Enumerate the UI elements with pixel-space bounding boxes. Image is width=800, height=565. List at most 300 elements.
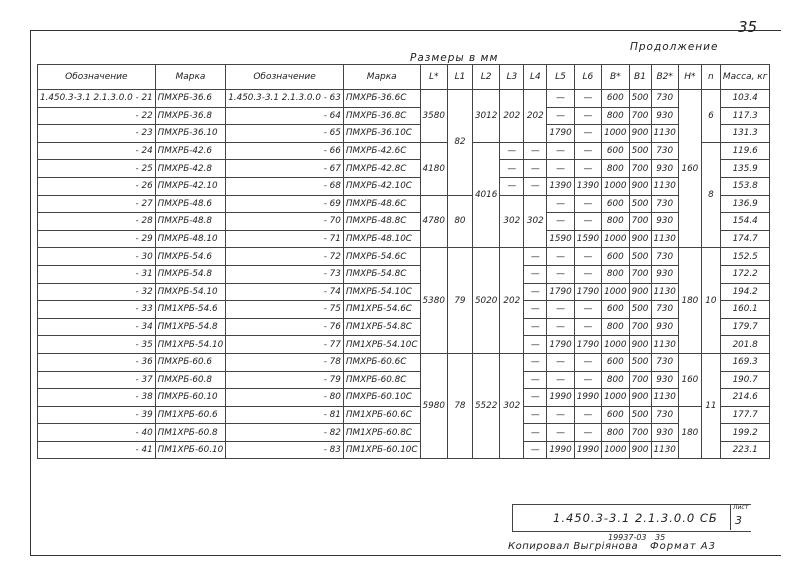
L4-cell: — [524,160,547,178]
B2-cell: 930 [651,213,678,231]
mass-cell: 152.5 [720,248,770,266]
L5-cell: 1790 [547,336,574,354]
L2-cell: 4016 [472,142,499,248]
copied-by: Копировал Выгрiянова [508,541,639,552]
B2-cell: 930 [651,424,678,442]
mark-cell: ПМХРБ-36.6С [343,90,420,108]
designation-cell: - 69 [226,195,344,213]
table-row [38,353,770,371]
B2-cell: 1130 [651,125,678,143]
mark-cell: ПМХРБ-42.6 [155,142,226,160]
L-cell: 5380 [420,248,447,354]
mark-cell: ПМХРБ-54.6 [155,248,226,266]
mark-cell: ПМХРБ-36.10 [155,125,226,143]
L4-cell: — [524,283,547,301]
header-B: B* [602,65,629,90]
L5-cell: — [547,424,574,442]
mark-cell: ПМХРБ-54.8 [155,265,226,283]
B1-cell: 500 [629,90,651,108]
B-cell: 600 [602,248,629,266]
B2-cell: 1130 [651,441,678,459]
B1-cell: 900 [629,125,651,143]
B-cell: 1000 [602,283,629,301]
B2-cell: 730 [651,353,678,371]
table-row [38,389,770,407]
H-cell: 180 [678,248,701,354]
L5-cell: 1990 [547,389,574,407]
table-row [38,177,770,195]
mark-cell: ПМХРБ-54.6С [343,248,420,266]
L1-cell: 80 [447,195,472,248]
L4-cell: — [524,389,547,407]
L1-cell: 82 [447,90,472,196]
B1-cell: 500 [629,406,651,424]
B2-cell: 1130 [651,177,678,195]
mark-cell: ПМХРБ-48.6 [155,195,226,213]
mark-cell: ПМХРБ-48.8С [343,213,420,231]
designation-cell: - 68 [226,177,344,195]
designation-cell: - 40 [38,424,156,442]
table-row [38,406,770,424]
designation-cell: - 73 [226,265,344,283]
B1-cell: 700 [629,213,651,231]
L6-cell: 1590 [574,230,601,248]
page-number: 35 [738,18,758,36]
table-row [38,125,770,143]
mark-cell: ПМ1ХРБ-60.8С [343,424,420,442]
specification-table [37,64,770,459]
L3-cell: 202 [500,248,524,354]
B2-cell: 730 [651,90,678,108]
B-cell: 800 [602,371,629,389]
table-row [38,160,770,178]
L4-cell: — [524,336,547,354]
mark-cell: ПМ1ХРБ-54.8 [155,318,226,336]
table-row [38,195,770,213]
L5-cell: 1390 [547,177,574,195]
B1-cell: 900 [629,230,651,248]
table-row [38,441,770,459]
header-L6: L6 [574,65,601,90]
designation-cell: - 28 [38,213,156,231]
B-cell: 800 [602,213,629,231]
mass-cell: 169.3 [720,353,770,371]
designation-cell: - 25 [38,160,156,178]
L4-cell: — [524,318,547,336]
mass-cell: 177.7 [720,406,770,424]
header-mass: Масса, кг [720,65,770,90]
document-code: 1.450.3-3.1 2.1.3.0.0 СБ [553,511,718,525]
L5-cell: 1590 [547,230,574,248]
header-B2: B2* [651,65,678,90]
B2-cell: 730 [651,195,678,213]
designation-cell: - 83 [226,441,344,459]
B1-cell: 900 [629,441,651,459]
L-cell: 4180 [420,142,447,195]
H-cell: 160 [678,353,701,406]
L2-cell: 3012 [472,90,499,143]
designation-cell: - 75 [226,301,344,319]
sheet-number: 3 [735,514,742,527]
mark-cell: ПМХРБ-48.6С [343,195,420,213]
B-cell: 800 [602,318,629,336]
B-cell: 600 [602,301,629,319]
L5-cell: 1990 [547,441,574,459]
B1-cell: 900 [629,177,651,195]
designation-cell: - 81 [226,406,344,424]
B-cell: 1000 [602,230,629,248]
B1-cell: 500 [629,353,651,371]
table-row [38,318,770,336]
L6-cell: — [574,142,601,160]
table-row [38,371,770,389]
B-cell: 1000 [602,125,629,143]
L6-cell: — [574,301,601,319]
L5-cell: — [547,107,574,125]
B1-cell: 700 [629,424,651,442]
mark-cell: ПМХРБ-60.8 [155,371,226,389]
designation-cell: - 39 [38,406,156,424]
designation-cell: - 34 [38,318,156,336]
mark-cell: ПМХРБ-42.10 [155,177,226,195]
B2-cell: 730 [651,248,678,266]
L6-cell: — [574,353,601,371]
mark-cell: ПМХРБ-42.10С [343,177,420,195]
designation-cell: - 22 [38,107,156,125]
mark-cell: ПМ1ХРБ-60.6С [343,406,420,424]
L-cell: 5980 [420,353,447,459]
designation-cell: - 38 [38,389,156,407]
designation-cell: 1.450.3-3.1 2.1.3.0.0 - 21 [38,90,156,108]
designation-cell: - 71 [226,230,344,248]
designation-cell: - 37 [38,371,156,389]
L6-cell: — [574,371,601,389]
L5-cell: 1790 [547,125,574,143]
mass-cell: 135.9 [720,160,770,178]
L4-cell: — [524,406,547,424]
header-B1: B1 [629,65,651,90]
mark-cell: ПМХРБ-36.8 [155,107,226,125]
L5-cell: — [547,371,574,389]
L5-cell: — [547,160,574,178]
L4-cell: — [524,177,547,195]
L4-cell: — [524,353,547,371]
L5-cell: — [547,265,574,283]
mark-cell: ПМХРБ-36.6 [155,90,226,108]
B-cell: 1000 [602,441,629,459]
designation-cell: - 24 [38,142,156,160]
B1-cell: 700 [629,371,651,389]
mark-cell: ПМ1ХРБ-54.10С [343,336,420,354]
mark-cell: ПМХРБ-60.8С [343,371,420,389]
L1-cell: 78 [447,353,472,459]
designation-cell: - 65 [226,125,344,143]
L3-cell: 202 [500,90,524,143]
designation-cell: - 29 [38,230,156,248]
B-cell: 800 [602,265,629,283]
designation-cell: - 76 [226,318,344,336]
table-row [38,107,770,125]
mark-cell: ПМХРБ-60.6С [343,353,420,371]
continuation-label: Продолжение [630,41,719,53]
L6-cell: — [574,248,601,266]
designation-cell: - 66 [226,142,344,160]
L3-cell: — [500,177,524,195]
mass-cell: 160.1 [720,301,770,319]
B-cell: 600 [602,406,629,424]
L3-cell: 302 [500,195,524,248]
B2-cell: 730 [651,406,678,424]
B2-cell: 930 [651,318,678,336]
designation-cell: - 82 [226,424,344,442]
B-cell: 1000 [602,389,629,407]
mass-cell: 153.8 [720,177,770,195]
mass-cell: 131.3 [720,125,770,143]
L5-cell: — [547,195,574,213]
B1-cell: 700 [629,265,651,283]
L6-cell: — [574,265,601,283]
mark-cell: ПМ1ХРБ-60.8 [155,424,226,442]
header-L2: L2 [472,65,499,90]
L6-cell: — [574,318,601,336]
mass-cell: 119.6 [720,142,770,160]
mark-cell: ПМХРБ-54.8С [343,265,420,283]
B1-cell: 500 [629,301,651,319]
L-cell: 4780 [420,195,447,248]
mass-cell: 223.1 [720,441,770,459]
mark-cell: ПМХРБ-54.10С [343,283,420,301]
title-block [512,504,751,532]
L4-cell: — [524,265,547,283]
L5-cell: — [547,213,574,231]
dimensions-title: Размеры в мм [410,52,499,64]
designation-cell: - 31 [38,265,156,283]
designation-cell: - 35 [38,336,156,354]
B1-cell: 700 [629,160,651,178]
designation-cell: - 74 [226,283,344,301]
header-L5: L5 [547,65,574,90]
table-row [38,336,770,354]
B-cell: 600 [602,90,629,108]
L6-cell: — [574,213,601,231]
mass-cell: 136.9 [720,195,770,213]
B-cell: 1000 [602,336,629,354]
header-designation-2: Обозначение [226,65,344,90]
L-cell: 3580 [420,90,447,143]
table-row [38,230,770,248]
archive-reference: 19937-03 [608,533,647,542]
mark-cell: ПМ1ХРБ-60.10 [155,441,226,459]
L4-cell: — [524,371,547,389]
L6-cell: — [574,160,601,178]
L4-cell: — [524,301,547,319]
L5-cell: — [547,406,574,424]
table-row [38,424,770,442]
mark-cell: ПМ1ХРБ-54.6С [343,301,420,319]
designation-cell: - 30 [38,248,156,266]
L3-cell: — [500,160,524,178]
B2-cell: 930 [651,107,678,125]
designation-cell: - 70 [226,213,344,231]
designation-cell: - 72 [226,248,344,266]
mark-cell: ПМХРБ-48.10С [343,230,420,248]
header-L3: L3 [500,65,524,90]
L4-cell: 302 [524,195,547,248]
L4-cell: 202 [524,90,547,143]
B2-cell: 730 [651,142,678,160]
designation-cell: - 80 [226,389,344,407]
L6-cell: — [574,90,601,108]
B-cell: 600 [602,195,629,213]
L5-cell: — [547,142,574,160]
mark-cell: ПМХРБ-42.8 [155,160,226,178]
B2-cell: 930 [651,265,678,283]
B-cell: 800 [602,107,629,125]
table-row [38,265,770,283]
designation-cell: - 23 [38,125,156,143]
B2-cell: 730 [651,301,678,319]
B2-cell: 1130 [651,283,678,301]
designation-cell: - 78 [226,353,344,371]
designation-cell: - 36 [38,353,156,371]
archive-page: 35 [655,533,666,542]
designation-cell: - 41 [38,441,156,459]
mark-cell: ПМХРБ-54.10 [155,283,226,301]
designation-cell: - 26 [38,177,156,195]
mass-cell: 117.3 [720,107,770,125]
table-header-row [38,65,770,90]
mass-cell: 199.2 [720,424,770,442]
L4-cell: — [524,142,547,160]
table-row [38,90,770,108]
header-L4: L4 [524,65,547,90]
mark-cell: ПМХРБ-48.10 [155,230,226,248]
n-cell: 8 [701,142,720,248]
table-row [38,142,770,160]
mark-cell: ПМХРБ-48.8 [155,213,226,231]
mark-cell: ПМ1ХРБ-54.8С [343,318,420,336]
header-n: n [701,65,720,90]
sheet-label: Лист [733,504,749,511]
mark-cell: ПМХРБ-36.8С [343,107,420,125]
mass-cell: 179.7 [720,318,770,336]
B2-cell: 1130 [651,336,678,354]
B2-cell: 930 [651,160,678,178]
header-mark-2: Марка [343,65,420,90]
mark-cell: ПМХРБ-36.10С [343,125,420,143]
H-cell: 180 [678,406,701,459]
L2-cell: 5522 [472,353,499,459]
L4-cell: — [524,248,547,266]
L5-cell: — [547,318,574,336]
L6-cell: 1990 [574,441,601,459]
B1-cell: 900 [629,389,651,407]
mass-cell: 154.4 [720,213,770,231]
mark-cell: ПМ1ХРБ-54.6 [155,301,226,319]
L6-cell: — [574,195,601,213]
mass-cell: 172.2 [720,265,770,283]
designation-cell: - 33 [38,301,156,319]
table-row [38,301,770,319]
header-L: L* [420,65,447,90]
B-cell: 800 [602,160,629,178]
B-cell: 600 [602,353,629,371]
L6-cell: 1790 [574,283,601,301]
B2-cell: 1130 [651,389,678,407]
header-L1: L1 [447,65,472,90]
L1-cell: 79 [447,248,472,354]
mark-cell: ПМ1ХРБ-60.6 [155,406,226,424]
mark-cell: ПМХРБ-42.6С [343,142,420,160]
B-cell: 800 [602,424,629,442]
B1-cell: 900 [629,283,651,301]
header-designation-1: Обозначение [38,65,156,90]
designation-cell: - 64 [226,107,344,125]
mark-cell: ПМХРБ-42.8С [343,160,420,178]
L3-cell: — [500,142,524,160]
B2-cell: 1130 [651,230,678,248]
mass-cell: 190.7 [720,371,770,389]
H-cell: 160 [678,90,701,248]
mass-cell: 214.6 [720,389,770,407]
n-cell: 11 [701,353,720,459]
mark-cell: ПМ1ХРБ-54.10 [155,336,226,354]
L5-cell: 1790 [547,283,574,301]
L5-cell: — [547,90,574,108]
B-cell: 1000 [602,177,629,195]
table-row [38,283,770,301]
L6-cell: — [574,125,601,143]
L2-cell: 5020 [472,248,499,354]
mark-cell: ПМХРБ-60.10С [343,389,420,407]
B1-cell: 900 [629,336,651,354]
n-cell: 6 [701,90,720,143]
table-row [38,213,770,231]
B1-cell: 700 [629,107,651,125]
table-row [38,248,770,266]
designation-cell: - 32 [38,283,156,301]
mass-cell: 194.2 [720,283,770,301]
mass-cell: 201.8 [720,336,770,354]
L5-cell: — [547,353,574,371]
L6-cell: — [574,424,601,442]
L5-cell: — [547,301,574,319]
L4-cell: — [524,441,547,459]
header-mark-1: Марка [155,65,226,90]
L6-cell: 1390 [574,177,601,195]
mass-cell: 103.4 [720,90,770,108]
designation-cell: 1.450.3-3.1 2.1.3.0.0 - 63 [226,90,344,108]
L6-cell: — [574,107,601,125]
L6-cell: 1790 [574,336,601,354]
B1-cell: 500 [629,195,651,213]
mass-cell: 174.7 [720,230,770,248]
L6-cell: 1990 [574,389,601,407]
L4-cell: — [524,424,547,442]
n-cell: 10 [701,248,720,354]
header-H: H* [678,65,701,90]
L5-cell: — [547,248,574,266]
L6-cell: — [574,406,601,424]
mark-cell: ПМХРБ-60.10 [155,389,226,407]
designation-cell: - 27 [38,195,156,213]
designation-cell: - 67 [226,160,344,178]
mark-cell: ПМХРБ-60.6 [155,353,226,371]
B1-cell: 500 [629,248,651,266]
designation-cell: - 79 [226,371,344,389]
B1-cell: 700 [629,318,651,336]
B-cell: 600 [602,142,629,160]
